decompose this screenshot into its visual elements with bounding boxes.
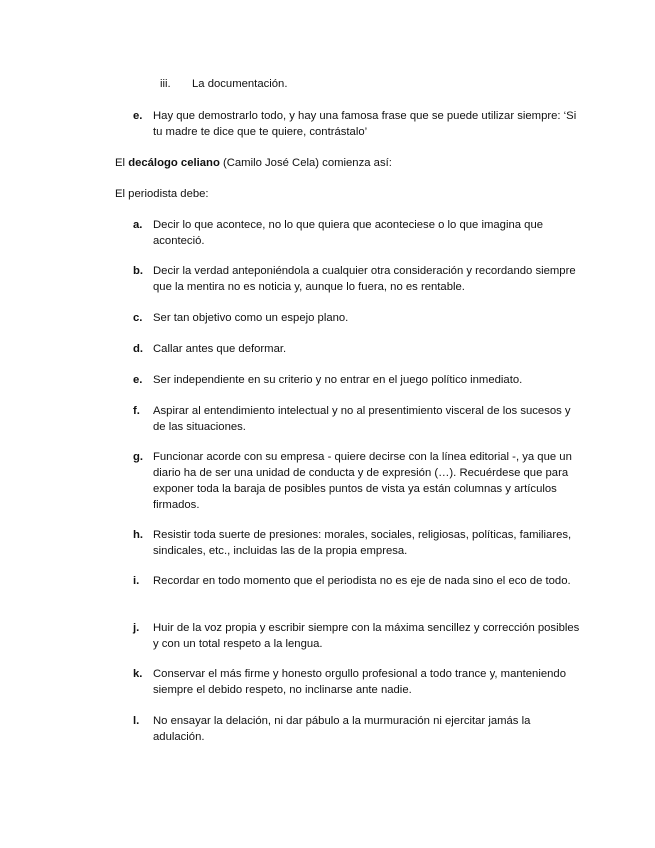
list-letter: d.	[133, 343, 144, 355]
list-item-g	[133, 449, 583, 513]
intro-prefix: El	[115, 157, 129, 169]
list-item-j	[133, 620, 583, 652]
roman-item-text: La documentación.	[192, 78, 288, 90]
list-item-d	[133, 341, 583, 357]
list-letter: k.	[133, 668, 143, 680]
list-letter: l.	[133, 715, 140, 727]
list-letter: j.	[133, 622, 140, 634]
list-item-text: No ensayar la delación, ni dar pábulo a la murmuración ni ejercitar jamás la adulación.	[153, 715, 531, 743]
list-item-text: Huir de la voz propia y escribir siempre con la máxima sencillez y corrección posibles y con un total respeto a la lengua.	[153, 622, 580, 650]
lead-paragraph: El periodista debe:	[115, 188, 209, 200]
list-letter: i.	[133, 575, 140, 587]
list-item-b	[133, 263, 583, 295]
roman-numeral: iii.	[160, 78, 171, 90]
list-letter: c.	[133, 312, 143, 324]
list-letter: e.	[133, 374, 143, 386]
list-item-text: Callar antes que deformar.	[153, 343, 287, 355]
list-item-l	[133, 713, 583, 745]
list-item-text: Resistir toda suerte de presiones: morales, sociales, religiosas, políticas, familiares, sindicales, etc., incluidas las de la propia empresa.	[153, 529, 572, 557]
intro-paragraph	[115, 155, 585, 171]
list-letter: a.	[133, 219, 143, 231]
list-letter: h.	[133, 529, 144, 541]
roman-list-item	[160, 76, 287, 92]
list-item-text: Hay que demostrarlo todo, y hay una famosa frase que se puede utilizar siempre: ‘Si tu madre te dice que te quiere, contrástalo’	[153, 110, 577, 138]
list-item-a	[133, 217, 583, 249]
list-item-k	[133, 666, 583, 698]
list-item-h	[133, 527, 583, 559]
list-item-e	[133, 372, 583, 388]
list-item-e-intro	[133, 108, 583, 140]
list-item-c	[133, 310, 583, 326]
list-item-text: Aspirar al entendimiento intelectual y no al presentimiento visceral de los sucesos y de las situaciones.	[153, 405, 571, 433]
list-letter: e.	[133, 110, 143, 122]
list-item-f	[133, 403, 583, 435]
list-letter: g.	[133, 451, 144, 463]
list-item-text: Decir lo que acontece, no lo que quiera que aconteciese o lo que imagina que aconteció.	[153, 219, 544, 247]
list-item-text: Conservar el más firme y honesto orgullo profesional a todo trance y, manteniendo siempre el debido respeto, no inclinarse ante nadie.	[153, 668, 566, 696]
list-letter: f.	[133, 405, 140, 417]
list-item-text: Ser independiente en su criterio y no entrar en el juego político inmediato.	[153, 374, 523, 386]
intro-bold-term: decálogo celiano	[128, 157, 220, 169]
list-item-i	[133, 573, 583, 589]
list-item-text: Decir la verdad anteponiéndola a cualquier otra consideración y recordando siempre que la mentira no es noticia y, aunque lo fuera, no es rentable.	[153, 265, 576, 293]
list-item-text: Recordar en todo momento que el periodista no es eje de nada sino el eco de todo.	[153, 575, 571, 587]
list-item-text: Funcionar acorde con su empresa - quiere decirse con la línea editorial -, ya que un diario ha de ser una unidad de conducta y de expresión (…). Recuérdese que para exponer toda la baraja de posibles puntos de vista ya están columnas y artículos firmados.	[153, 451, 572, 511]
intro-suffix: (Camilo José Cela) comienza así:	[219, 157, 392, 169]
list-item-text: Ser tan objetivo como un espejo plano.	[153, 312, 349, 324]
list-letter: b.	[133, 265, 144, 277]
